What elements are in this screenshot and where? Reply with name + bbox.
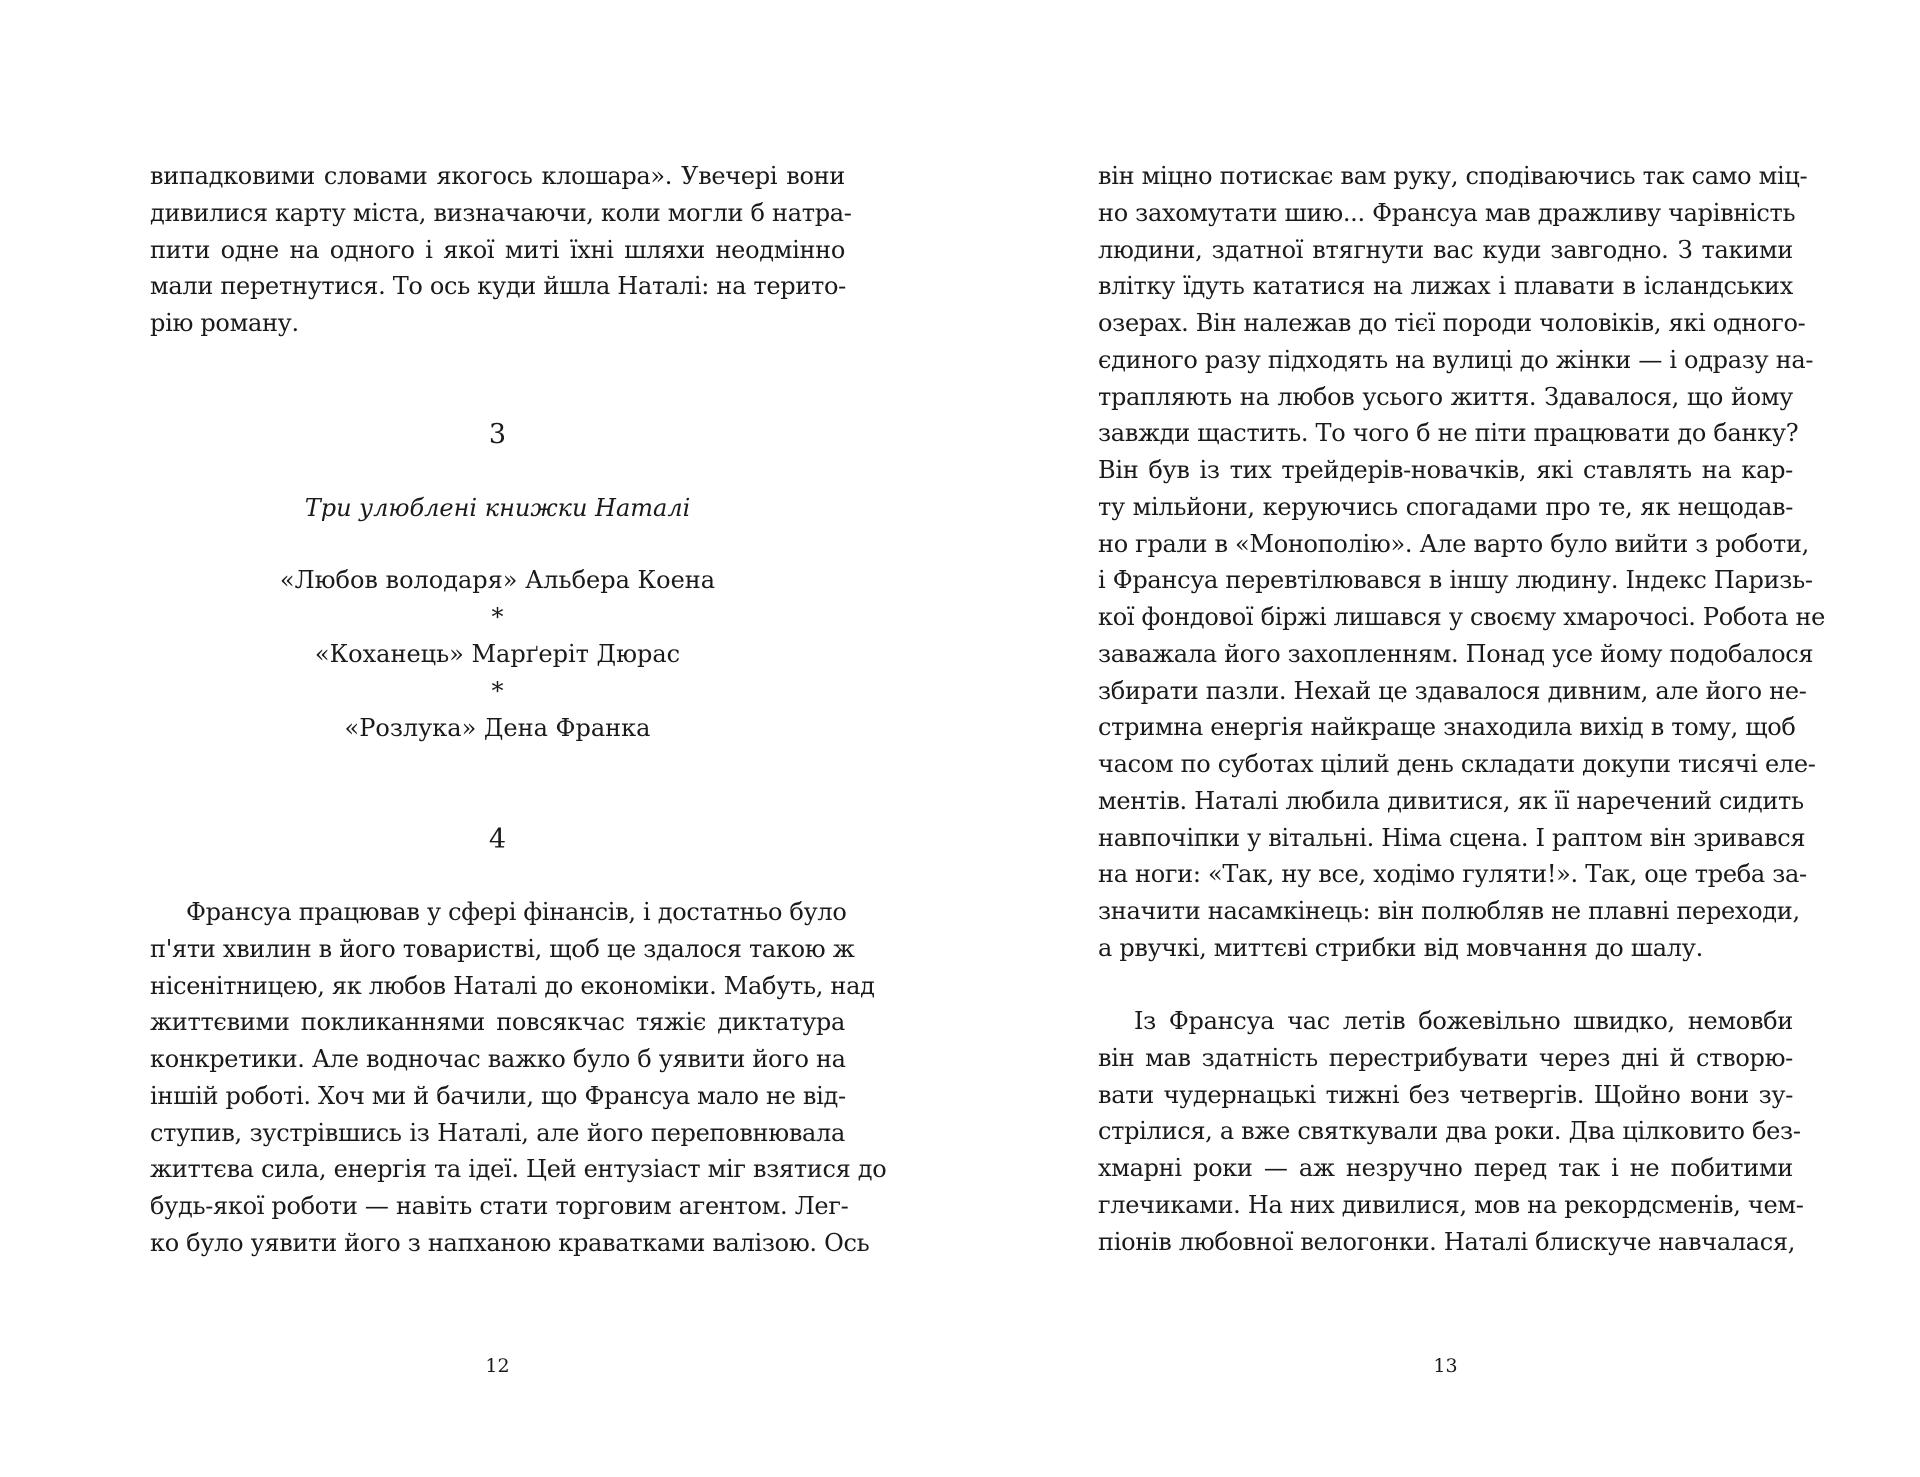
text-line: значити насамкінець: він полюбляв не плавні переходи, — [1098, 897, 1800, 925]
text-line: він міцно потискає вам руку, сподіваючись так само міц- — [1098, 162, 1808, 190]
book-title: «Розлука» Дена Франка — [344, 714, 651, 742]
text-line: збирати пазли. Нехай це здавалося дивним, але його не- — [1098, 676, 1807, 705]
text-line: трапляють на любов усього життя. Здавалося, що йому — [1098, 382, 1793, 411]
text-line: глечиками. На них дивилися, мов на рекордсменів, чем- — [1098, 1190, 1804, 1219]
text-line: випадковими словами якогось клошара». Увечері вони — [150, 162, 845, 190]
book-title: «Коханець» Марґеріт Дюрас — [314, 640, 681, 668]
chapter-number: 3 — [488, 419, 507, 450]
text-line: Із Франсуа час летів божевільно швидко, немовби — [1134, 1007, 1793, 1035]
right-page — [1098, 0, 1826, 1477]
text-line: ступив, зустрівшись із Наталі, але його переповнювала — [150, 1118, 845, 1147]
text-line: він мав здатність перестрибувати через дні й створю- — [1098, 1043, 1793, 1072]
text-line: життєва сила, енергія та ідеї. Цей ентузіаст міг взятися до — [150, 1155, 887, 1184]
text-line: Він був із тих трейдерів-новачків, які ставлять на кар- — [1098, 456, 1793, 484]
left-page — [150, 0, 887, 1477]
text-line: рію роману. — [150, 309, 299, 337]
book-title: «Любов володаря» Альбера Коена — [279, 566, 716, 594]
intro-paragraph — [150, 158, 852, 342]
text-line: хмарні роки — аж незручно перед так і не побитими — [1098, 1154, 1793, 1182]
text-line: стрілися, а вже святкували два роки. Два цілковито без- — [1098, 1117, 1801, 1146]
text-line: стримна енергія найкраще знаходила вихід в тому, щоб — [1098, 713, 1796, 742]
text-line: п'яти хвилин в його товаристві, щоб це здалося такою ж — [150, 934, 855, 963]
text-line: життєвими покликаннями повсякчас тяжіє диктатура — [150, 1008, 845, 1037]
text-line: конкретики. Але водночас важко було б уявити його на — [150, 1045, 846, 1073]
text-line: кої фондової біржі лишався у своєму хмарочосі. Робота не — [1098, 603, 1826, 631]
text-line: піонів любовної велогонки. Наталі блискуче навчалася, — [1098, 1227, 1796, 1256]
text-line: людини, здатної втягнути вас куди завгодно. З такими — [1098, 235, 1793, 264]
text-line: навпочіпки у вітальні. Німа сцена. І раптом він зривався — [1098, 823, 1806, 852]
text-line: і Франсуа перевтілювався в іншу людину. Індекс Паризь- — [1098, 566, 1813, 595]
text-line: но захомутати шию... Франсуа мав дражливу чарівність — [1098, 198, 1796, 227]
text-line: будь-якої роботи — навіть стати торговим агентом. Лег- — [150, 1192, 849, 1220]
text-line: а рвучкі, миттєві стрибки від мовчання до шалу. — [1098, 933, 1703, 962]
text-line: влітку їдуть кататися на лижах і плавати в ісландських — [1098, 272, 1793, 301]
favorite-books-list — [150, 562, 845, 747]
section-3-heading — [150, 417, 845, 453]
separator-star: * — [491, 603, 504, 631]
text-line: часом по суботах цілий день складати докупи тисячі еле- — [1098, 750, 1816, 778]
text-line: но грали в «Монополію». Але варто було вийти з роботи, — [1098, 529, 1809, 558]
chapter-number: 4 — [488, 824, 507, 855]
text-line: нісенітницею, як любов Наталі до економіки. Мабуть, над — [150, 971, 875, 1000]
text-line: мали перетнутися. То ось куди йшла Наталі: на терито- — [150, 272, 846, 301]
subtitle: Три улюблені книжки Наталі — [304, 494, 691, 522]
page-number: 13 — [1433, 1355, 1458, 1377]
text-line: на ноги: «Так, ну все, ходімо гуляти!». Так, оце треба за- — [1098, 860, 1807, 889]
paragraph-2 — [1098, 1003, 1804, 1260]
page-number: 12 — [485, 1355, 510, 1377]
section-3-subtitle — [150, 490, 845, 526]
section-4-paragraph — [150, 894, 887, 1262]
text-line: вати чудернацькі тижні без четвергів. Щойно вони зу- — [1098, 1080, 1793, 1109]
paragraph-1 — [1098, 158, 1826, 967]
text-line: ту мільйони, керуючись спогадами про те, як нещодав- — [1098, 492, 1793, 521]
text-line: ко було уявити його з напханою краватками валізою. Ось — [150, 1228, 870, 1257]
text-line: дивилися карту міста, визначаючи, коли могли б натра- — [150, 198, 852, 227]
separator-star: * — [491, 677, 504, 705]
text-line: Франсуа працював у сфері фінансів, і достатньо було — [186, 898, 847, 926]
text-line: іншій роботі. Хоч ми й бачили, що Франсуа мало не від- — [150, 1081, 846, 1110]
text-line: єдиного разу підходять на вулиці до жінки — і одразу на- — [1098, 345, 1814, 374]
text-line: озерах. Він належав до тієї породи чоловіків, які одного- — [1098, 309, 1806, 337]
section-4-heading — [150, 822, 845, 858]
text-line: ментів. Наталі любила дивитися, як її наречений сидить — [1098, 786, 1804, 815]
text-line: завжди щастить. То чого б не піти працювати до банку? — [1098, 419, 1799, 448]
text-line: заважала його захопленням. Понад усе йому подобалося — [1098, 639, 1814, 668]
text-line: пити одне на одного і якої миті їхні шляхи неодмінно — [150, 235, 845, 264]
